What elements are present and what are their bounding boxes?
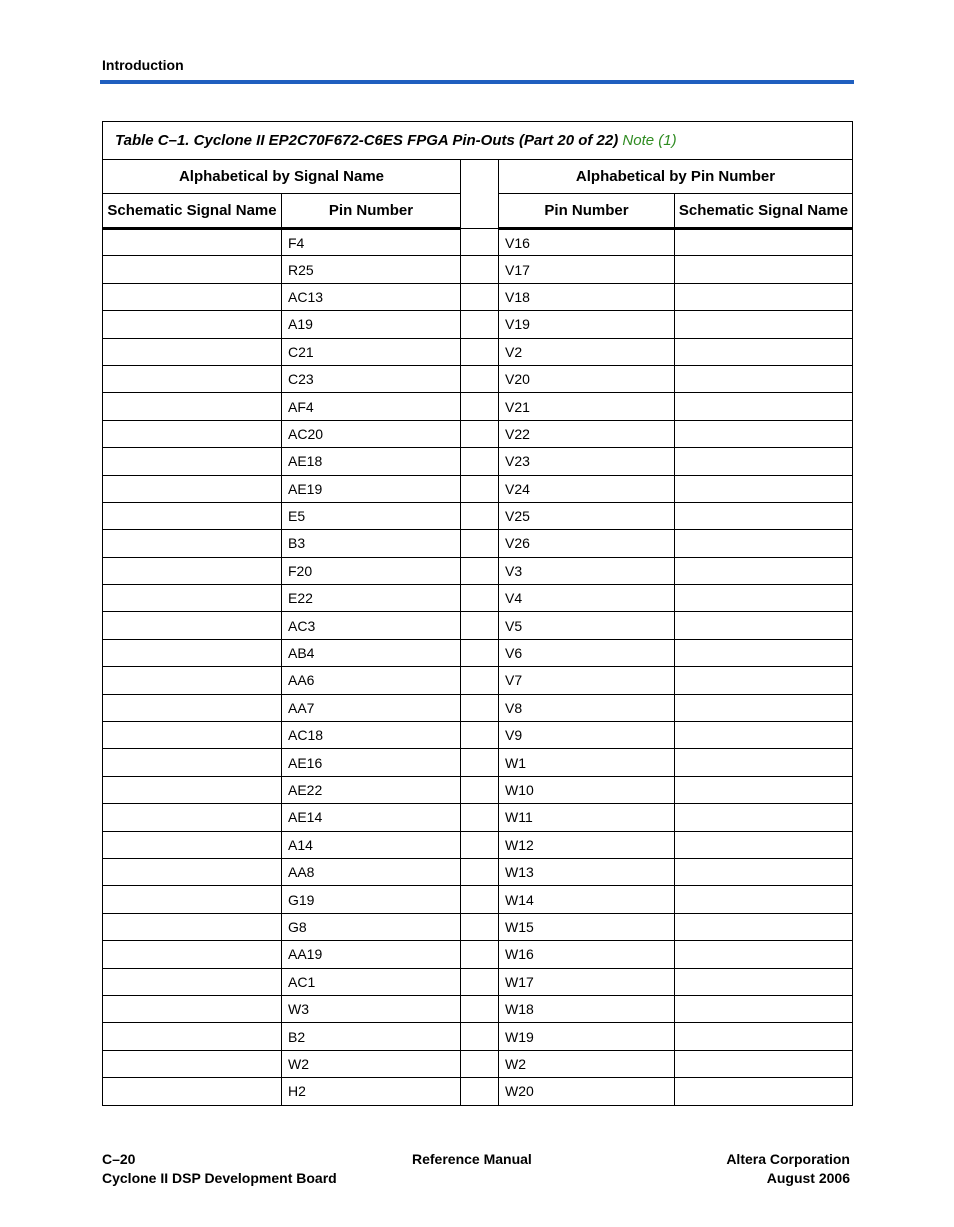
signal-left-cell — [103, 229, 282, 256]
table-row — [103, 667, 853, 694]
pin-right-cell: V6 — [499, 639, 675, 666]
signal-right-cell — [675, 365, 853, 392]
signal-right-cell — [675, 283, 853, 310]
table-row — [103, 941, 853, 968]
pin-right-cell: V5 — [499, 612, 675, 639]
signal-right-cell — [675, 475, 853, 502]
table-row — [103, 448, 853, 475]
table-row — [103, 858, 853, 885]
pin-out-table — [102, 121, 853, 1106]
pin-right-cell: V8 — [499, 694, 675, 721]
signal-right-cell — [675, 639, 853, 666]
pin-left-cell: W3 — [282, 995, 461, 1022]
signal-right-cell — [675, 749, 853, 776]
separator-cell — [461, 913, 499, 940]
separator-cell — [461, 667, 499, 694]
signal-left-cell — [103, 1023, 282, 1050]
separator-cell — [461, 694, 499, 721]
signal-left-cell — [103, 858, 282, 885]
separator-cell — [461, 941, 499, 968]
table-row — [103, 420, 853, 447]
pin-right-cell: W20 — [499, 1078, 675, 1105]
group-header-left: Alphabetical by Signal Name — [103, 160, 461, 194]
table-row — [103, 530, 853, 557]
table-row — [103, 502, 853, 529]
pin-left-cell: F20 — [282, 557, 461, 584]
signal-right-cell — [675, 1078, 853, 1105]
signal-right-cell — [675, 448, 853, 475]
pin-right-cell: W17 — [499, 968, 675, 995]
signal-right-cell — [675, 941, 853, 968]
table-row — [103, 256, 853, 283]
running-header: Introduction — [102, 57, 184, 73]
pin-left-cell: AC3 — [282, 612, 461, 639]
table-caption-text: Table C–1. Cyclone II EP2C70F672-C6ES FPGA Pin-Outs (Part 20 of 22) — [115, 132, 619, 149]
table-row — [103, 1050, 853, 1077]
signal-left-cell — [103, 804, 282, 831]
separator-cell — [461, 1023, 499, 1050]
separator-cell — [461, 612, 499, 639]
signal-left-cell — [103, 283, 282, 310]
signal-right-cell — [675, 530, 853, 557]
separator-cell — [461, 530, 499, 557]
pin-right-cell: V26 — [499, 530, 675, 557]
pin-right-cell: V23 — [499, 448, 675, 475]
separator-cell — [461, 968, 499, 995]
pin-left-cell: AC20 — [282, 420, 461, 447]
pin-right-cell: W11 — [499, 804, 675, 831]
table-row — [103, 393, 853, 420]
pin-right-cell: V20 — [499, 365, 675, 392]
signal-left-cell — [103, 722, 282, 749]
signal-left-cell — [103, 694, 282, 721]
signal-left-cell — [103, 448, 282, 475]
pin-right-cell: V22 — [499, 420, 675, 447]
table-row — [103, 365, 853, 392]
pin-right-cell: W13 — [499, 858, 675, 885]
signal-right-cell — [675, 804, 853, 831]
pin-left-cell: AE18 — [282, 448, 461, 475]
separator-column — [461, 160, 499, 229]
table-row — [103, 612, 853, 639]
pin-right-cell: V18 — [499, 283, 675, 310]
signal-right-cell — [675, 256, 853, 283]
separator-cell — [461, 338, 499, 365]
table-row — [103, 804, 853, 831]
signal-right-cell — [675, 1023, 853, 1050]
signal-left-cell — [103, 886, 282, 913]
pin-right-cell: V9 — [499, 722, 675, 749]
separator-cell — [461, 1050, 499, 1077]
signal-left-cell — [103, 475, 282, 502]
pin-left-cell: AA19 — [282, 941, 461, 968]
pin-left-cell: C23 — [282, 365, 461, 392]
table-row — [103, 694, 853, 721]
pin-right-cell: V17 — [499, 256, 675, 283]
pin-left-cell: H2 — [282, 1078, 461, 1105]
pin-left-cell: AC13 — [282, 283, 461, 310]
table-row — [103, 639, 853, 666]
table-row — [103, 1078, 853, 1105]
pin-left-cell: AE22 — [282, 776, 461, 803]
pin-left-cell: AF4 — [282, 393, 461, 420]
table-row — [103, 776, 853, 803]
pin-left-cell: C21 — [282, 338, 461, 365]
signal-right-cell — [675, 776, 853, 803]
pin-right-cell: W1 — [499, 749, 675, 776]
pin-right-cell: V25 — [499, 502, 675, 529]
separator-cell — [461, 229, 499, 256]
pin-left-cell: B3 — [282, 530, 461, 557]
footer-product: Cyclone II DSP Development Board — [102, 1170, 337, 1186]
table-body — [103, 229, 853, 1106]
group-header-right: Alphabetical by Pin Number — [499, 160, 853, 194]
table-row — [103, 338, 853, 365]
pin-right-cell: V24 — [499, 475, 675, 502]
separator-cell — [461, 831, 499, 858]
signal-left-cell — [103, 311, 282, 338]
signal-left-cell — [103, 639, 282, 666]
pin-left-cell: G19 — [282, 886, 461, 913]
signal-right-cell — [675, 968, 853, 995]
pin-left-cell: AE16 — [282, 749, 461, 776]
footer-doc-type: Reference Manual — [412, 1151, 532, 1167]
signal-right-cell — [675, 886, 853, 913]
table-note-link[interactable]: Note (1) — [622, 132, 677, 149]
separator-cell — [461, 722, 499, 749]
col-header-signal-right: Schematic Signal Name — [675, 194, 853, 229]
separator-cell — [461, 776, 499, 803]
signal-left-cell — [103, 941, 282, 968]
signal-left-cell — [103, 420, 282, 447]
signal-right-cell — [675, 858, 853, 885]
separator-cell — [461, 475, 499, 502]
separator-cell — [461, 639, 499, 666]
header-rule — [100, 80, 854, 84]
pin-left-cell: F4 — [282, 229, 461, 256]
separator-cell — [461, 804, 499, 831]
pin-left-cell: R25 — [282, 256, 461, 283]
pin-right-cell: W16 — [499, 941, 675, 968]
signal-right-cell — [675, 995, 853, 1022]
pin-right-cell: W15 — [499, 913, 675, 940]
separator-cell — [461, 311, 499, 338]
table-row — [103, 968, 853, 995]
pin-left-cell: E22 — [282, 585, 461, 612]
pin-left-cell: E5 — [282, 502, 461, 529]
signal-left-cell — [103, 530, 282, 557]
pin-left-cell: A14 — [282, 831, 461, 858]
signal-right-cell — [675, 585, 853, 612]
signal-right-cell — [675, 694, 853, 721]
separator-cell — [461, 886, 499, 913]
table-row — [103, 886, 853, 913]
table-row — [103, 913, 853, 940]
footer-company: Altera Corporation — [726, 1151, 850, 1167]
signal-left-cell — [103, 557, 282, 584]
signal-left-cell — [103, 1050, 282, 1077]
signal-right-cell — [675, 557, 853, 584]
signal-right-cell — [675, 667, 853, 694]
col-header-pin-left: Pin Number — [282, 194, 461, 229]
table-row — [103, 749, 853, 776]
pin-right-cell: V16 — [499, 229, 675, 256]
signal-left-cell — [103, 502, 282, 529]
pin-left-cell: B2 — [282, 1023, 461, 1050]
separator-cell — [461, 1078, 499, 1105]
pin-right-cell: W2 — [499, 1050, 675, 1077]
signal-left-cell — [103, 365, 282, 392]
pin-left-cell: AA6 — [282, 667, 461, 694]
table-row — [103, 475, 853, 502]
pin-right-cell: W18 — [499, 995, 675, 1022]
signal-left-cell — [103, 256, 282, 283]
signal-right-cell — [675, 420, 853, 447]
table-row — [103, 585, 853, 612]
table-row — [103, 995, 853, 1022]
signal-left-cell — [103, 995, 282, 1022]
pin-left-cell: AC18 — [282, 722, 461, 749]
signal-left-cell — [103, 338, 282, 365]
signal-left-cell — [103, 749, 282, 776]
signal-left-cell — [103, 776, 282, 803]
pin-left-cell: AA7 — [282, 694, 461, 721]
table-caption — [103, 122, 853, 160]
table-row — [103, 831, 853, 858]
pin-right-cell: V4 — [499, 585, 675, 612]
signal-left-cell — [103, 968, 282, 995]
separator-cell — [461, 502, 499, 529]
separator-cell — [461, 283, 499, 310]
signal-right-cell — [675, 229, 853, 256]
footer-date: August 2006 — [766, 1170, 850, 1186]
pin-left-cell: A19 — [282, 311, 461, 338]
signal-left-cell — [103, 667, 282, 694]
separator-cell — [461, 749, 499, 776]
pin-right-cell: W14 — [499, 886, 675, 913]
pin-right-cell: W10 — [499, 776, 675, 803]
signal-left-cell — [103, 831, 282, 858]
signal-right-cell — [675, 1050, 853, 1077]
footer-page-number: C–20 — [102, 1151, 136, 1167]
separator-cell — [461, 585, 499, 612]
pin-left-cell: AC1 — [282, 968, 461, 995]
table-row — [103, 1023, 853, 1050]
pin-left-cell: G8 — [282, 913, 461, 940]
pin-right-cell: V2 — [499, 338, 675, 365]
separator-cell — [461, 448, 499, 475]
signal-right-cell — [675, 311, 853, 338]
pin-right-cell: W12 — [499, 831, 675, 858]
pin-right-cell: W19 — [499, 1023, 675, 1050]
separator-cell — [461, 995, 499, 1022]
signal-right-cell — [675, 393, 853, 420]
signal-left-cell — [103, 1078, 282, 1105]
separator-cell — [461, 256, 499, 283]
separator-cell — [461, 420, 499, 447]
signal-right-cell — [675, 502, 853, 529]
signal-left-cell — [103, 612, 282, 639]
pin-left-cell: AB4 — [282, 639, 461, 666]
pin-left-cell: AE19 — [282, 475, 461, 502]
separator-cell — [461, 557, 499, 584]
pin-left-cell: W2 — [282, 1050, 461, 1077]
col-header-pin-right: Pin Number — [499, 194, 675, 229]
signal-left-cell — [103, 393, 282, 420]
table-row — [103, 311, 853, 338]
separator-cell — [461, 365, 499, 392]
col-header-signal-left: Schematic Signal Name — [103, 194, 282, 229]
pin-left-cell: AE14 — [282, 804, 461, 831]
signal-left-cell — [103, 913, 282, 940]
table-row — [103, 283, 853, 310]
signal-right-cell — [675, 722, 853, 749]
signal-left-cell — [103, 585, 282, 612]
pin-right-cell: V21 — [499, 393, 675, 420]
separator-cell — [461, 393, 499, 420]
signal-right-cell — [675, 612, 853, 639]
separator-cell — [461, 858, 499, 885]
pin-left-cell: AA8 — [282, 858, 461, 885]
pin-right-cell: V19 — [499, 311, 675, 338]
pin-right-cell: V7 — [499, 667, 675, 694]
table-row — [103, 229, 853, 256]
table-row — [103, 557, 853, 584]
signal-right-cell — [675, 913, 853, 940]
pin-right-cell: V3 — [499, 557, 675, 584]
table-row — [103, 722, 853, 749]
signal-right-cell — [675, 831, 853, 858]
signal-right-cell — [675, 338, 853, 365]
